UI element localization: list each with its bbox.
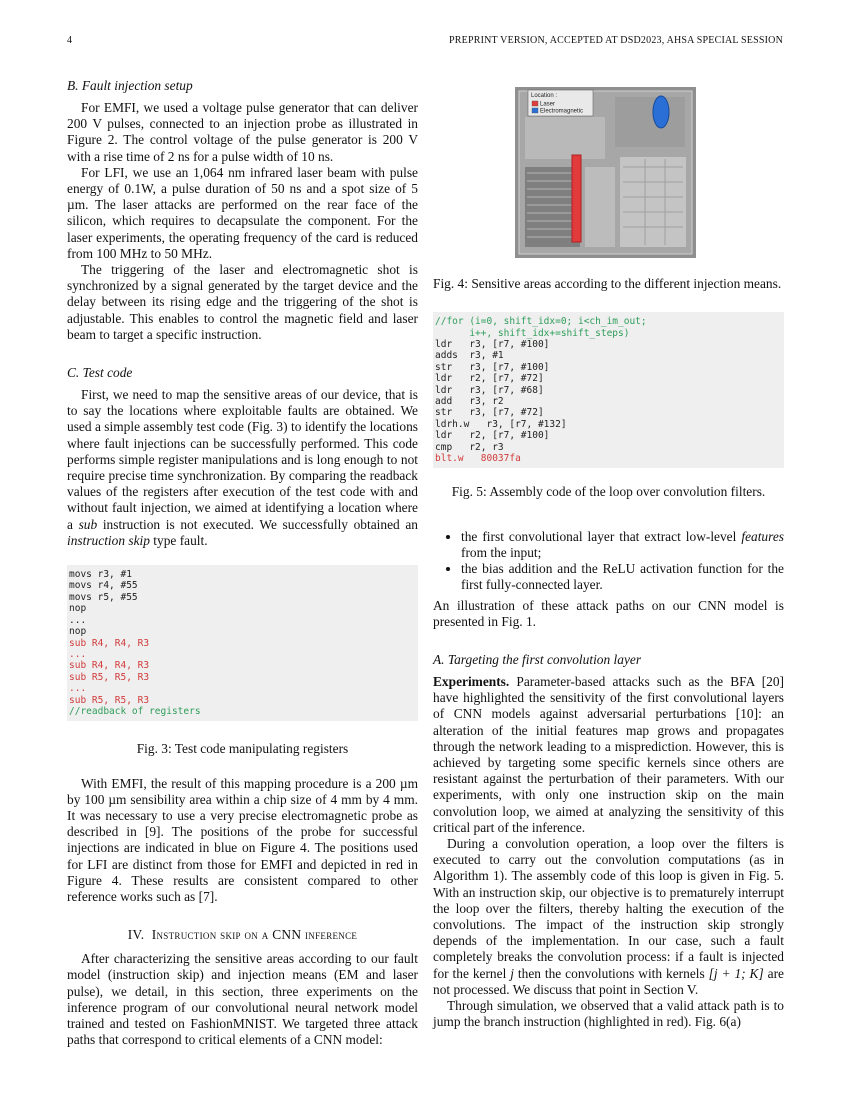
section-iv-heading: IV. Instruction skip on a CNN inference (127, 927, 358, 943)
code-line: str r3, [r7, #72] (435, 407, 544, 419)
running-title: PREPRINT VERSION, ACCEPTED AT DSD2023, AHSA SPECIAL SESSION (449, 35, 783, 46)
code-line: sub R5, R5, R3 (69, 671, 150, 683)
code-line: adds r3, #1 (435, 350, 504, 362)
code-line: ldr r2, [r7, #100] (435, 430, 550, 442)
mapping-paragraph: With EMFI, the result of this mapping procedure is a 200 µm by 100 µm sensibility area within a chip size of 4 mm by 4 mm. It was necessary to use a very precise electromagnetic probe as described in [9]. The positions of the probe for successful injections are indicated in blue on Figure 4. The positions used for LFI are distinct from those for EMFI and depicted in red in Figure 4. These results are consistent compared to other reference works such as [7]. (67, 775, 418, 904)
section-a-title: A. Targeting the first convolution layer (433, 651, 642, 667)
code-line: sub R4, R4, R3 (69, 660, 150, 672)
section-iv-paragraph-1: After characterizing the sensitive areas according to our fault model (instruction skip) and injection means (EM and laser pulse), we detail, in this section, three experiments on the inference program of our convolutional neural network model trained and tested on FashionMNIST. We targeted three attack paths that correspond to critical elements of a CNN model: (67, 951, 418, 1048)
code-line: i++, shift_idx+=shift_steps) (435, 327, 630, 339)
left-column (67, 78, 418, 1048)
illustration-paragraph: An illustration of these attack paths on our CNN model is presented in Fig. 1. (433, 597, 784, 629)
fig5-caption: Fig. 5: Assembly code of the loop over convolution filters. (451, 484, 766, 500)
fig3-code-block (67, 565, 418, 721)
code-line: cmp r2, r3 (435, 441, 504, 453)
section-b-title: B. Fault injection setup (67, 78, 193, 93)
fig4-legend-title: Location : (531, 93, 558, 99)
code-line: ldrh.w r3, [r7, #132] (435, 418, 567, 430)
code-line: str r3, [r7, #100] (435, 361, 550, 373)
code-line: movs r3, #1 (69, 569, 132, 581)
section-a-paragraph-1: Experiments. Parameter-based attacks such as the BFA [20] have highlighted the sensitivity of the first convolutional layers of CNN models against adversarial perturbations [10]: an alteration of the initial features map grows and propagates through the network leading to a misprediction. However, this is achieved by targeting some specific kernels since others are resistant against the perturbation of their parameters. With our experiments, with only one instruction skip on the main convolution loop, we aimed at analyzing the sensitivity of this critical part of the inference. (433, 673, 784, 835)
fig4-chip-image (515, 87, 696, 258)
section-a-paragraph-3: Through simulation, we observed that a valid attack path is to jump the branch instruction (highlighted in red). Fig. 6(a) (433, 997, 784, 1030)
section-c-title: C. Test code (67, 365, 133, 381)
code-line: movs r4, #55 (69, 580, 138, 592)
code-line: movs r5, #55 (69, 591, 138, 603)
code-line: ... (69, 683, 87, 695)
code-line: ldr r3, [r7, #100] (435, 339, 550, 351)
fig4-caption: Fig. 4: Sensitive areas according to the different injection means. (433, 276, 782, 291)
section-b-paragraph-1: For EMFI, we used a voltage pulse generator that can deliver 200 V pulses, connected to an injection probe as illustrated in Figure 2. The control voltage of the pulse generator is 200 V with a rise time of 2 ns for a pulse width of 10 ns. (67, 100, 418, 164)
code-line: ... (69, 648, 87, 660)
attack-path-list (433, 529, 784, 594)
code-line: blt.w 80037fa (435, 453, 521, 465)
section-b-paragraph-2: For LFI, we use an 1,064 nm infrared laser beam with pulse energy of 0.1W, a pulse duration of 50 ns and a spot size of 5 µm. The laser attacks are performed on the rear face of the silicon, which requires to decapsulate the component. For the laser experiments, the operating frequency of the card is reduced from 100 MHz to 50 MHz. (67, 164, 418, 261)
fig3-caption: Fig. 3: Test code manipulating registers (136, 741, 349, 757)
code-line: //for (i=0, shift_idx=0; i<ch_im_out; (435, 316, 647, 328)
code-line: sub R5, R5, R3 (69, 694, 150, 706)
section-a-paragraph-2: During a convolution operation, a loop over the filters is executed to carry out the convolution computations (as in Algorithm 1). The assembly code of this loop is given in Fig. 5. With an instruction skip, our objective is to prematurely interrupt the loop over the filters, thereby halting the execution of the convolutions. The impact of the instruction skip strongly depends of the implementation. In our case, such a fault completely breaks the convolution process: if a fault is injected for the kernel j then the convolutions with kernels [j + 1; K] are not processed. We discuss that point in Section V. (433, 835, 784, 997)
list-item: • the bias addition and the ReLU activation function for the first fully-connected layer. (461, 561, 784, 593)
section-b-paragraph-3: The triggering of the laser and electromagnetic shot is synchronized by a signal generated by the target device and the delay between its rising edge and the triggering of the shot is adjustable. This enables to control the magnetic field and laser beam to target a specific instruction. (67, 262, 418, 342)
code-line: ldr r2, [r7, #72] (435, 373, 544, 385)
list-item: • the first convolutional layer that extract low-level features from the input; (461, 529, 784, 561)
section-c-paragraph-1: First, we need to map the sensitive areas of our device, that is to say the locations where exploitable faults are obtained. We used a simple assembly test code (Fig. 3) to identify the locations where fault injections can be successfully performed. This code performs simple register manipulations and is long enough to not require precise time synchronization. By comparing the readback values of the registers after execution of the test code with and without fault injection, we aimed at identifying a location where a sub instruction is not executed. We successfully obtained an instruction skip type fault. (67, 387, 419, 548)
chip-micrograph (515, 87, 696, 258)
fig4-legend-em: Electromagnetic (540, 108, 584, 115)
code-line: nop (69, 626, 87, 638)
code-line: ... (69, 614, 87, 626)
code-line: sub R4, R4, R3 (69, 637, 150, 649)
code-line: ldr r3, [r7, #68] (435, 384, 544, 396)
code-line: //readback of registers (69, 705, 201, 717)
fig5-code-block (433, 312, 784, 468)
page-number: 4 (67, 35, 73, 46)
code-line: add r3, r2 (435, 396, 504, 408)
right-column (433, 84, 784, 1030)
code-line: nop (69, 603, 87, 615)
fig4-legend-laser: Laser (540, 101, 556, 108)
